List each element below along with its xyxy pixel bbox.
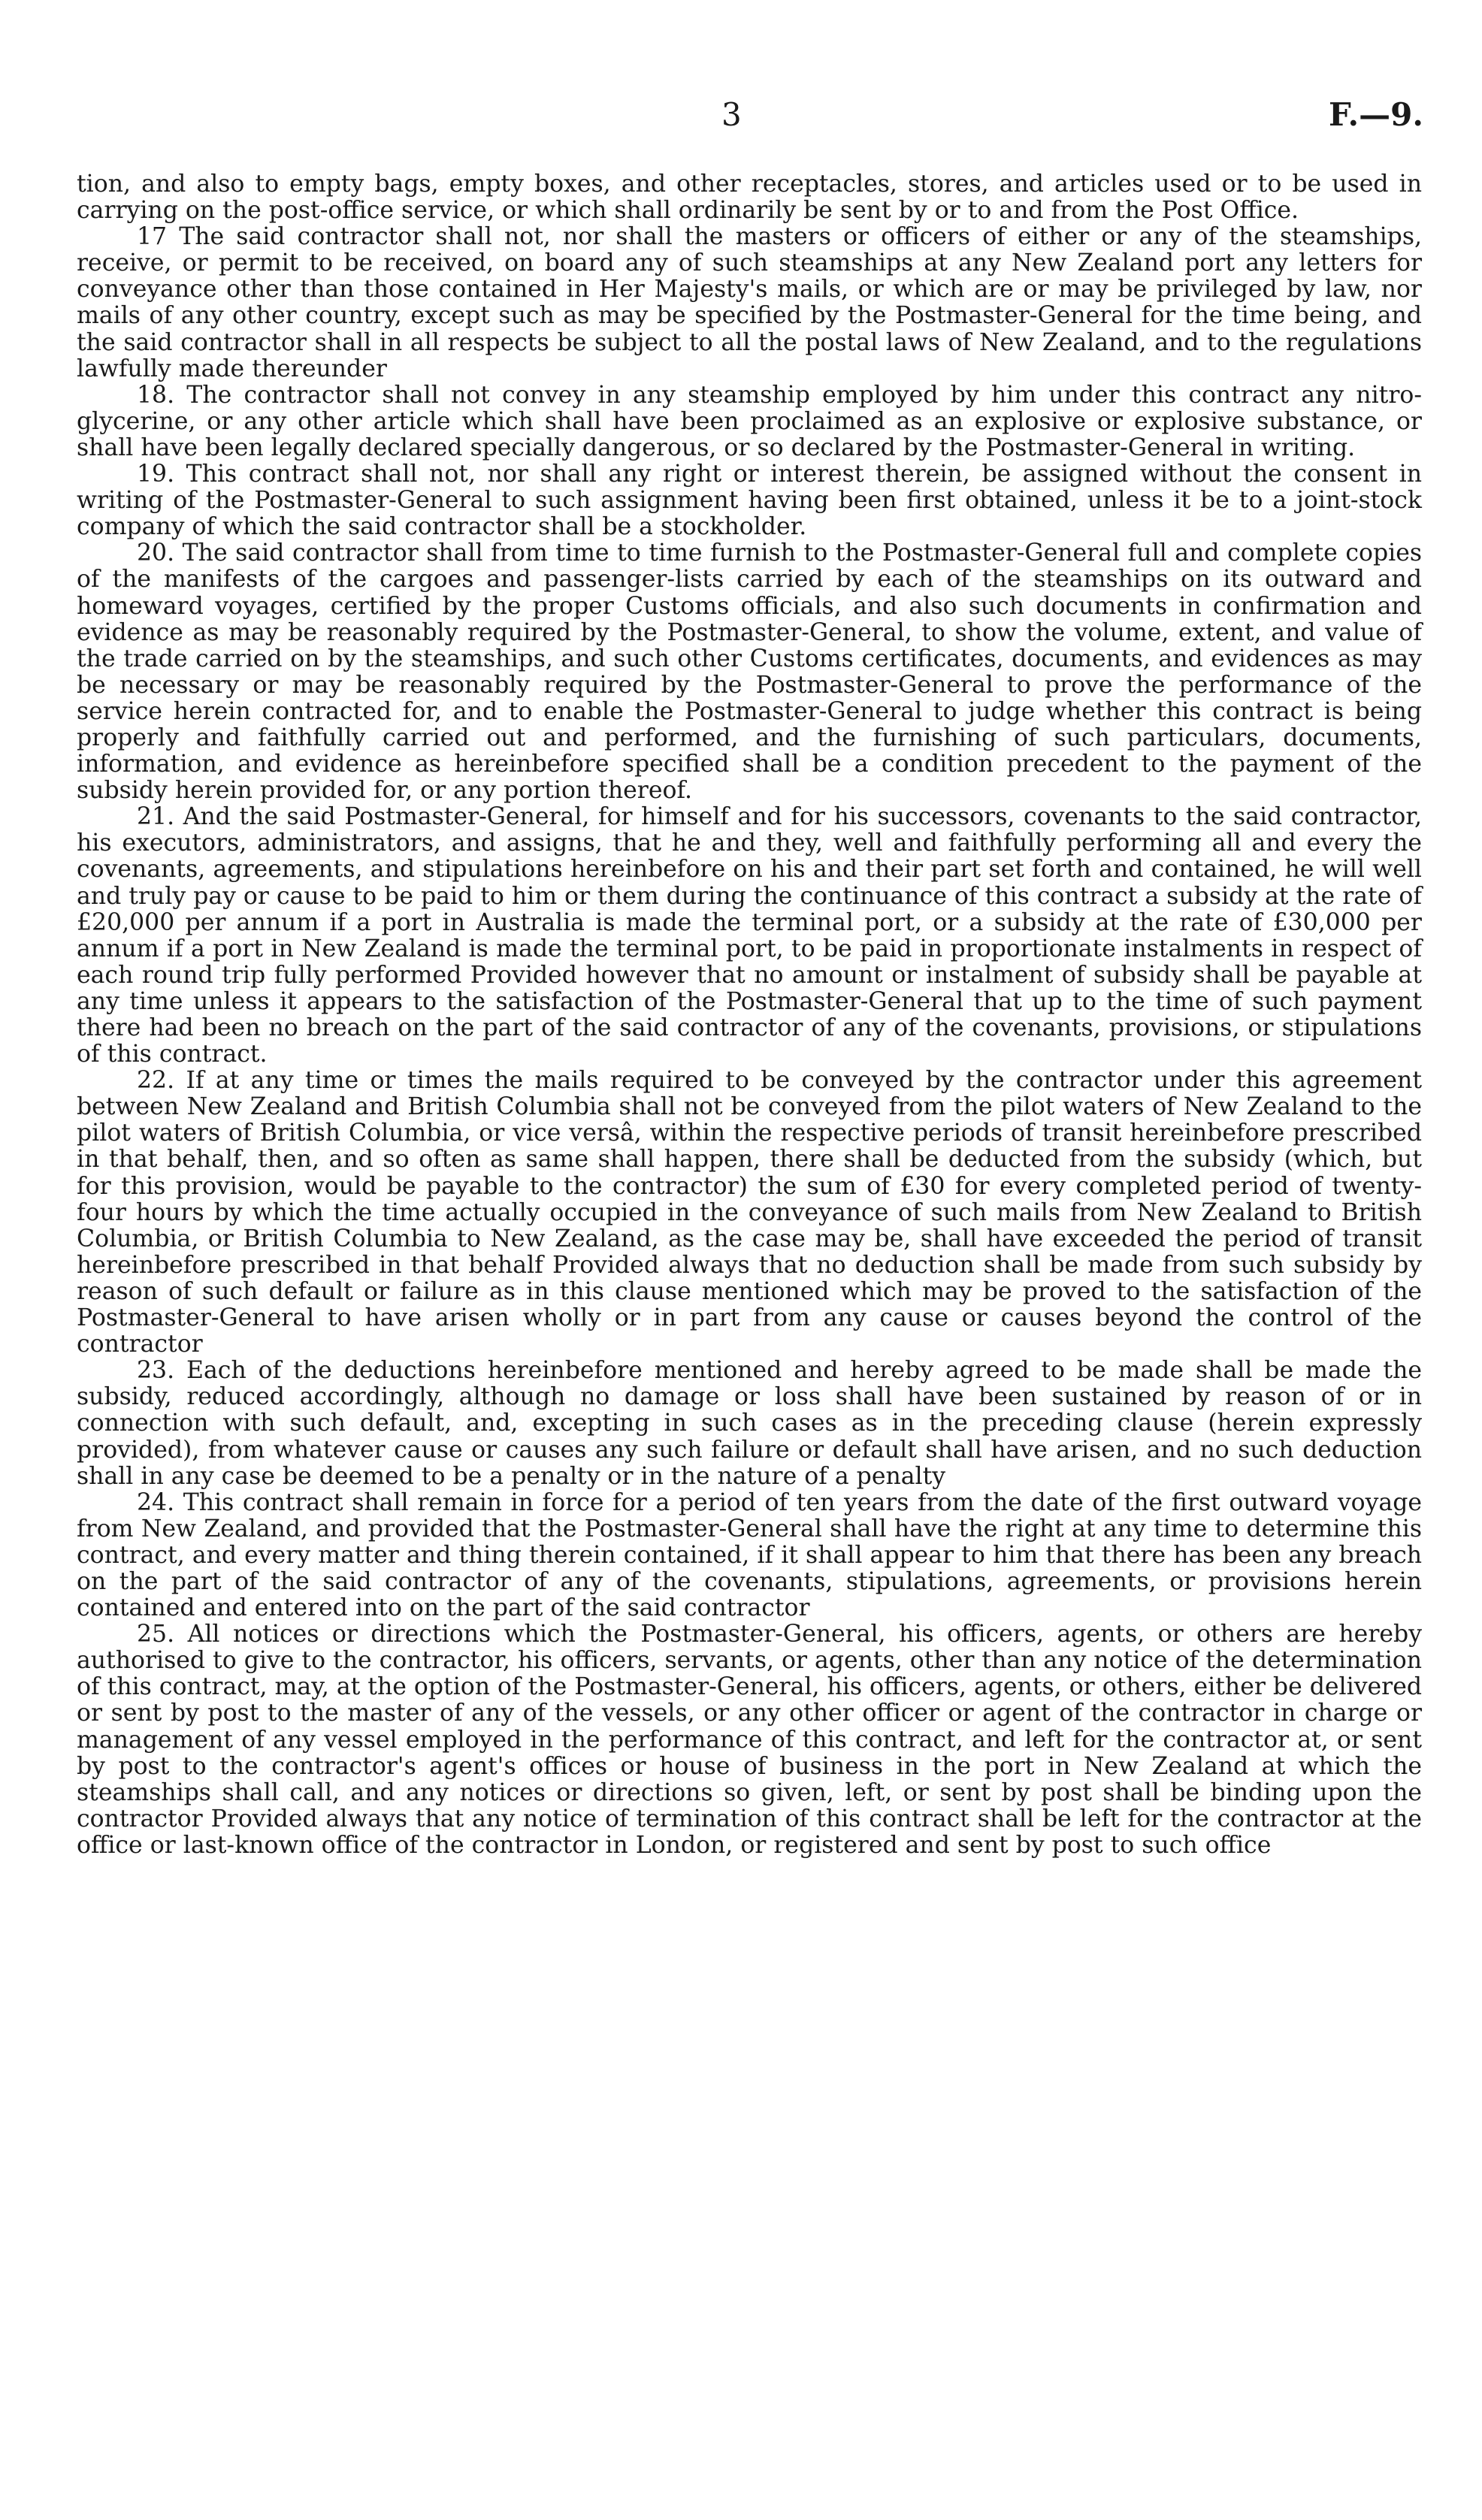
- clause-25: 25. All notices or directions which the Postmaster-General, his officers, agents, or others are hereby authorised to give to the contractor, his officers, servants, or agents, other than any notice of the determination of this contract, may, at the option of the Postmaster-General, his officers, agents, or others, either be delivered or sent by post to the master of any of the vessels, or any other officer or agent of the contractor in charge or management of any vessel employed in the performance of this contract, and left for the contractor at, or sent by post to the contractor's agent's offices or house of business in the port in New Zealand at which the steamships shall call, and any notices or directions so given, left, or sent by post shall be binding upon the contractor Provided always that any notice of termination of this contract shall be left for the contractor at the office or last-known office of the contractor in London, or registered and sent by post to such office: [77, 1621, 1422, 1859]
- body-text: [77, 171, 1422, 1859]
- clause-24: 24. This contract shall remain in force for a period of ten years from the date of the first outward voyage from New Zealand, and provided that the Postmaster-General shall have the right at any time to determine this contract, and every matter and thing therein contained, if it shall appear to him that there has been any breach on the part of the said contractor of any of the covenants, stipulations, agreements, or provisions herein contained and entered into on the part of the said contractor: [77, 1488, 1422, 1622]
- clause-19: 19. This contract shall not, nor shall any right or interest therein, be assigned without the consent in writing of the Postmaster-General to such assignment having been first obtained, unless it be to a joint-stock company of which the said contractor shall be a stockholder.: [77, 461, 1422, 541]
- document-reference: F.—9.: [1328, 96, 1423, 133]
- clause-21: 21. And the said Postmaster-General, for himself and for his successors, covenants to the said contractor, his executors, administrators, and assigns, that he and they, well and faithfully performing all and every the covenants, agreements, and stipulations hereinbefore on his and their part set forth and contained, he will well and truly pay or cause to be paid to him or them during the continuance of this contract a subsidy at the rate of £20,000 per annum if a port in Australia is made the terminal port, or a subsidy at the rate of £30,000 per annum if a port in New Zealand is made the terminal port, to be paid in proportionate instalments in respect of each round trip fully performed Provided however that no amount or instalment of subsidy shall be payable at any time unless it appears to the satisfaction of the Postmaster-General that up to the time of such payment there had been no breach on the part of the said contractor of any of the covenants, provisions, or stipulations of this contract.: [77, 803, 1422, 1068]
- clause-18: 18. The contractor shall not convey in any steamship employed by him under this contract any nitro-glycerine, or any other article which shall have been proclaimed as an explosive or explosive substance, or shall have been legally declared specially dangerous, or so declared by the Postmaster-General in writing.: [77, 381, 1422, 461]
- clause-20: 20. The said contractor shall from time to time furnish to the Postmaster-General full and complete copies of the manifests of the cargoes and passenger-lists carried by each of the steamships on its outward and homeward voyages, certified by the proper Customs officials, and also such documents in confirmation and evidence as may be reasonably required by the Postmaster-General, to show the volume, extent, and value of the trade carried on by the steamships, and such other Customs certificates, documents, and evidences as may be necessary or may be reasonably required by the Postmaster-General to prove the performance of the service herein contracted for, and to enable the Postmaster-General to judge whether this contract is being properly and faithfully carried out and performed, and the furnishing of such particulars, documents, information, and evidence as hereinbefore specified shall be a condition precedent to the payment of the subsidy herein provided for, or any portion thereof.: [77, 539, 1422, 805]
- page-number: 3: [721, 96, 742, 133]
- clause-22: 22. If at any time or times the mails required to be conveyed by the contractor under this agreement between New Zealand and British Columbia shall not be conveyed from the pilot waters of New Zealand to the pilot waters of British Columbia, or vice versâ, within the respective periods of transit hereinbefore prescribed in that behalf, then, and so often as same shall happen, there shall be deducted from the subsidy (which, but for this provision, would be payable to the contractor) the sum of £30 for every completed period of twenty-four hours by which the time actually occupied in the conveyance of such mails from New Zealand to British Columbia, or British Columbia to New Zealand, as the case may be, shall have exceeded the period of transit hereinbefore prescribed in that behalf Provided always that no deduction shall be made from such subsidy by reason of such default or failure as in this clause mentioned which may be proved to the satisfaction of the Postmaster-General to have arisen wholly or in part from any cause or causes beyond the control of the contractor: [77, 1067, 1422, 1358]
- clause-17: 17 The said contractor shall not, nor shall the masters or officers of either or any of the steamships, receive, or permit to be received, on board any of such steamships at any New Zealand port any letters for conveyance other than those contained in Her Majesty's mails, or which are or may be privileged by law, nor mails of any other country, except such as may be specified by the Postmaster-General for the time being, and the said contractor shall in all respects be subject to all the postal laws of New Zealand, and to the regulations lawfully made thereunder: [77, 223, 1422, 382]
- paragraph-continuation: tion, and also to empty bags, empty boxes, and other receptacles, stores, and articles used or to be used in carrying on the post-office service, or which shall ordinarily be sent by or to and from the Post Office.: [77, 171, 1422, 225]
- clause-23: 23. Each of the deductions hereinbefore mentioned and hereby agreed to be made shall be made the subsidy, reduced accordingly, although no damage or loss shall have been sustained by reason of or in connection with such default, and, excepting in such cases as in the preceding clause (herein expressly provided), from whatever cause or causes any such failure or default shall have arisen, and no such deduction shall in any case be deemed to be a penalty or in the nature of a penalty: [77, 1357, 1422, 1490]
